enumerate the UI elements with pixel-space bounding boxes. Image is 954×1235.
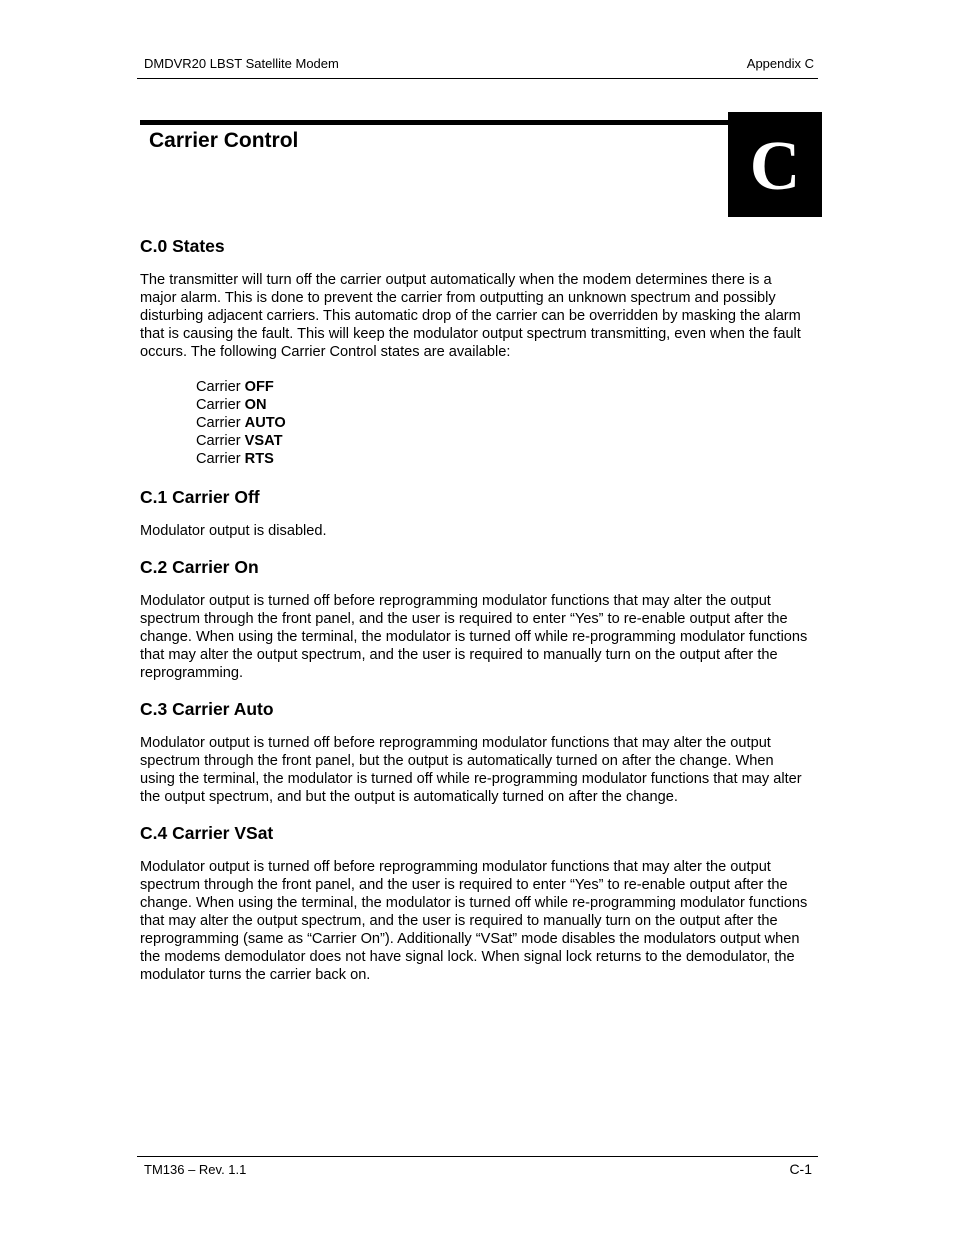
state-prefix: Carrier [196,433,245,449]
page-content [140,236,812,1001]
section-heading-carrier-auto: C.3 Carrier Auto [140,699,274,719]
page-header [137,55,818,79]
chapter-title-rule [140,120,730,125]
state-prefix: Carrier [196,397,245,413]
state-item-rts [196,450,812,468]
state-item-off [196,378,812,396]
state-value: RTS [244,451,274,467]
state-item-auto [196,414,812,432]
section-body-carrier-auto: Modulator output is turned off before reprogramming modulator functions that may alter the output spectrum through the front panel, but the output is automatically turned on after the change. When using the terminal, the modulator is turned off while re-programming modulator functions that may alter the output spectrum, and but the output is automatically turned on after the change. [140,735,802,805]
chapter-letter-box [728,112,822,217]
header-document-title: DMDVR20 LBST Satellite Modem [144,56,339,71]
header-appendix-label: Appendix C [746,56,814,71]
section-body-carrier-off: Modulator output is disabled. [140,523,327,539]
section-body-carrier-on: Modulator output is turned off before reprogramming modulator functions that may alter the output spectrum through the front panel, and the user is required to enter “Yes” to re-enable output after the change. When using the terminal, the modulator is turned off while re-programming modulator functions that may alter the output spectrum, and the user is required to manually turn on the output after the reprogramming. [140,593,808,681]
state-prefix: Carrier [196,415,245,431]
page-footer [137,1156,818,1177]
state-item-on [196,396,812,414]
chapter-letter: C [749,127,801,205]
footer-page-number: C-1 [789,1161,812,1177]
state-value: ON [244,397,267,413]
carrier-states-list [196,378,812,468]
state-value: VSAT [244,433,283,449]
state-value: OFF [244,379,274,395]
chapter-title: Carrier Control [149,129,299,152]
state-prefix: Carrier [196,451,245,467]
state-value: AUTO [244,415,286,431]
section-heading-carrier-vsat: C.4 Carrier VSat [140,823,274,843]
state-prefix: Carrier [196,379,245,395]
section-heading-carrier-on: C.2 Carrier On [140,557,259,577]
section-body-states: The transmitter will turn off the carrier output automatically when the modem determines there is a major alarm. This is done to prevent the carrier from outputting an unknown spectrum and possibly disturbing adjacent carriers. This automatic drop of the carrier can be overridden by masking the alarm that is causing the fault. This will keep the modulator output spectrum transmitting, even when the fault occurs. The following Carrier Control states are available: [140,272,801,360]
section-body-carrier-vsat: Modulator output is turned off before reprogramming modulator functions that may alter the output spectrum through the front panel, and the user is required to enter “Yes” to re-enable output after the change. When using the terminal, the modulator is turned off while re-programming modulator functions that may alter the output spectrum, and the user is required to manually turn on the output after the reprogramming (same as “Carrier On”). Additionally “VSat” mode disables the modulators output when the modems demodulator does not have signal lock. When signal lock returns to the demodulator, the modulator turns the carrier back on. [140,859,808,983]
footer-revision: TM136 – Rev. 1.1 [144,1162,247,1177]
state-item-vsat [196,432,812,450]
section-heading-states: C.0 States [140,236,225,256]
section-heading-carrier-off: C.1 Carrier Off [140,487,260,507]
